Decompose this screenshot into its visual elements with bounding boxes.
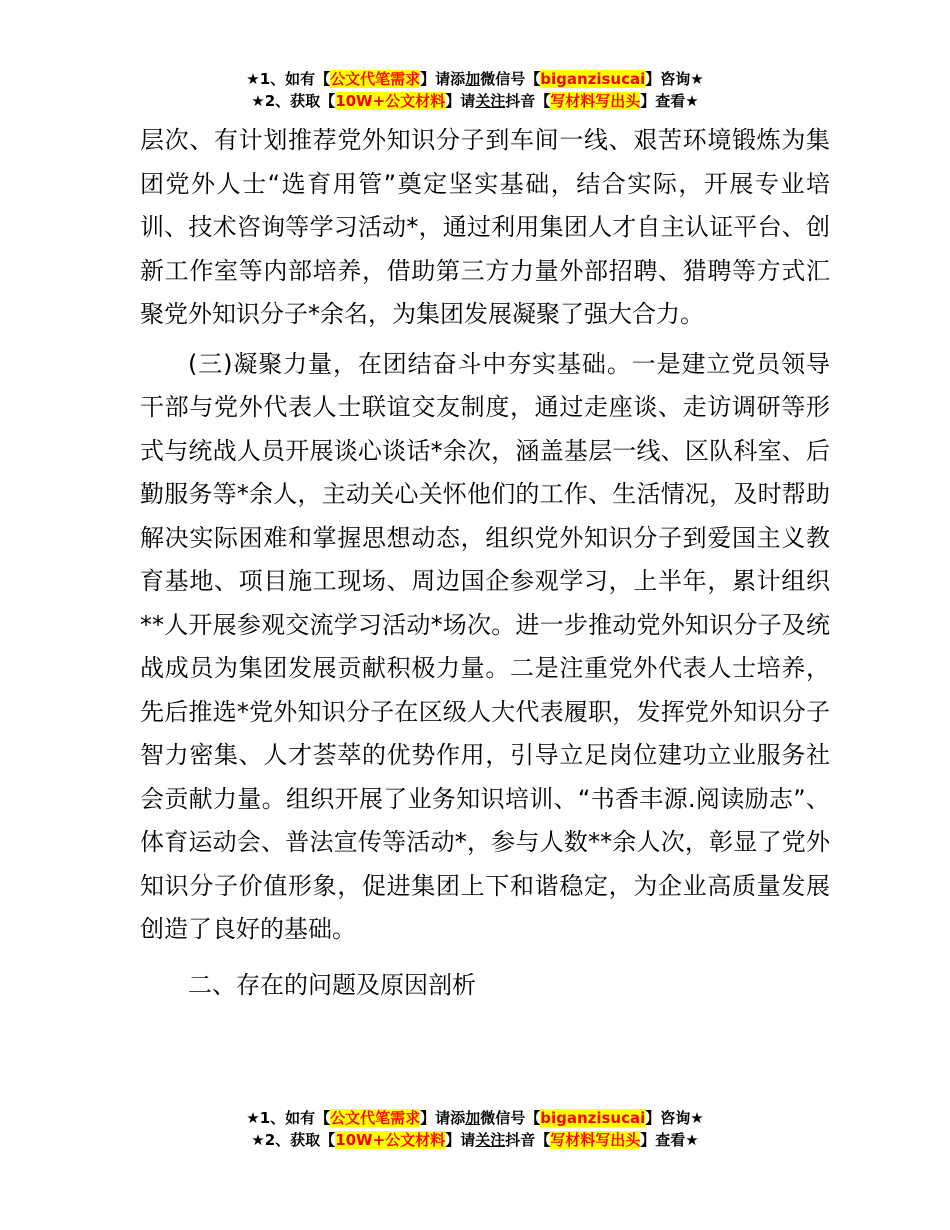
footer-banner bbox=[0, 1107, 950, 1151]
banner-text: 抖音【 bbox=[505, 92, 551, 110]
banner-underlined-text: 加 bbox=[465, 70, 481, 88]
banner-line-1 bbox=[0, 68, 950, 90]
banner-text: ★1、如有【 bbox=[246, 70, 331, 88]
banner-text: 】咨询★ bbox=[645, 1109, 704, 1127]
banner-highlight: 10W+公文材料 bbox=[335, 92, 446, 110]
banner-highlight: biganzisucai bbox=[540, 1109, 646, 1127]
banner-text: ★2、获取【 bbox=[251, 1131, 336, 1149]
banner-text: 】咨询★ bbox=[645, 70, 704, 88]
banner-text: 微信号【 bbox=[480, 70, 541, 88]
banner-line-2 bbox=[0, 1129, 950, 1151]
banner-highlight: 公文代笔需求 bbox=[330, 70, 421, 88]
banner-text: 抖音【 bbox=[505, 1131, 551, 1149]
banner-line-1 bbox=[0, 1107, 950, 1129]
banner-underlined-text: 关注 bbox=[475, 1131, 506, 1149]
banner-text: 】查看★ bbox=[640, 92, 699, 110]
banner-text: 微信号【 bbox=[480, 1109, 541, 1127]
body-paragraph: 层次、有计划推荐党外知识分子到车间一线、艰苦环境锻炼为集团党外人士“选育用管”奠定坚实基础，结合实际，开展专业培训、技术咨询等学习活动*，通过利用集团人才自主认证平台、创新工作室等内部培养，借助第三方力量外部招聘、猎聘等方式汇聚党外知识分子*余名，为集团发展凝聚了强大合力。 bbox=[140, 126, 830, 328]
banner-highlight: 写材料写出头 bbox=[550, 92, 641, 110]
document-body bbox=[140, 119, 830, 1007]
banner-text: 】查看★ bbox=[640, 1131, 699, 1149]
banner-line-2 bbox=[0, 90, 950, 112]
banner-text: 】请添 bbox=[420, 1109, 466, 1127]
banner-highlight: 写材料写出头 bbox=[550, 1131, 641, 1149]
section-heading: 二、存在的问题及原因剖析 bbox=[188, 970, 476, 999]
body-paragraph: (三)凝聚力量，在团结奋斗中夯实基础。一是建立党员领导干部与党外代表人士联谊交友制度，通过走座谈、走访调研等形式与统战人员开展谈心谈话*余次，涵盖基层一线、区队科室、后勤服务等*余人，主动关心关怀他们的工作、生活情况，及时帮助解决实际困难和掌握思想动态，组织党外知识分子到爱国主义教育基地、项目施工现场、周边国企参观学习，上半年，累计组织**人开展参观交流学习活动*场次。进一步推动党外知识分子及统战成员为集团发展贡献积极力量。二是注重党外代表人士培养，先后推选*党外知识分子在区级人大代表履职，发挥党外知识分子智力密集、人才荟萃的优势作用，引导立足岗位建功立业服务社会贡献力量。组织开展了业务知识培训、“书香丰源.阅读励志”、体育运动会、普法宣传等活动*，参与人数**余人次，彰显了党外知识分子价值形象，促进集团上下和谐稳定，为企业高质量发展创造了良好的基础。 bbox=[140, 349, 830, 943]
banner-text: 】请 bbox=[445, 1131, 476, 1149]
header-banner bbox=[0, 68, 950, 112]
banner-text: ★1、如有【 bbox=[246, 1109, 331, 1127]
banner-text: 】请 bbox=[445, 92, 476, 110]
banner-text: 】请添 bbox=[420, 70, 466, 88]
banner-text: ★2、获取【 bbox=[251, 92, 336, 110]
banner-underlined-text: 关注 bbox=[475, 92, 506, 110]
banner-highlight: 10W+公文材料 bbox=[335, 1131, 446, 1149]
banner-underlined-text: 加 bbox=[465, 1109, 481, 1127]
banner-highlight: 公文代笔需求 bbox=[330, 1109, 421, 1127]
banner-highlight: biganzisucai bbox=[540, 70, 646, 88]
